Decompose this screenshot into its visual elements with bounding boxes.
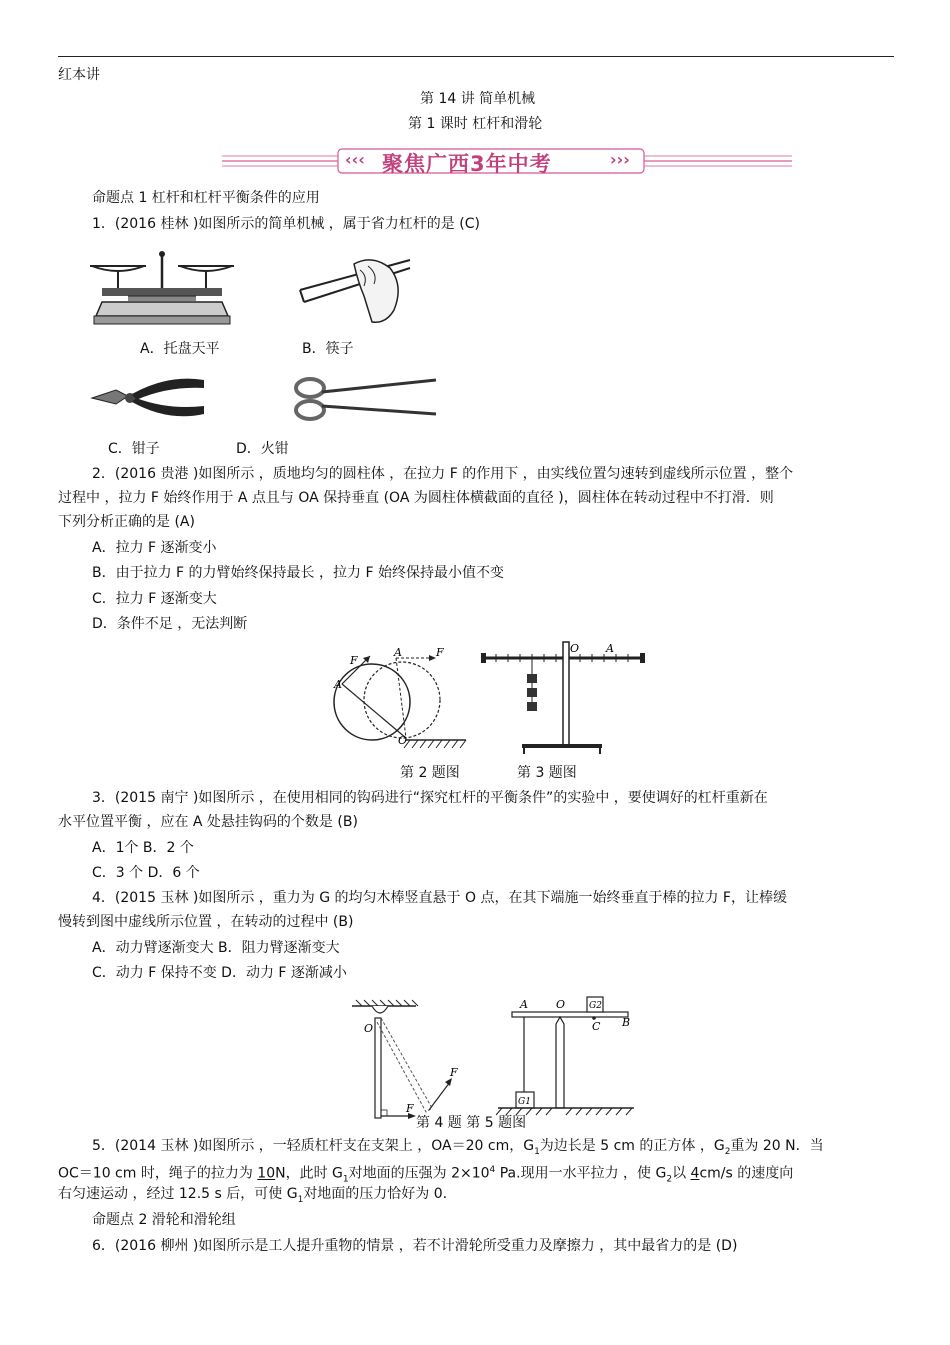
q3-line2: 水平位置平衡 ，应在 A 处悬挂钩码的个数是 (B) bbox=[58, 814, 358, 830]
q5-line1-part-c: 重为 20 N．当 bbox=[730, 1138, 824, 1154]
q2-line2: 过程中 ，拉力 F 始终作用于 A 点且与 OA 保持垂直 (OA 为圆柱体横截面的直径 )，圆柱体在转动过程中不打滑．则 bbox=[58, 490, 774, 506]
q4-options-cd: C．动力 F 保持不变 D．动力 F 逐渐减小 bbox=[92, 965, 347, 981]
q1-option-b: B．筷子 bbox=[302, 341, 354, 357]
fig2-label-a: A bbox=[334, 678, 342, 691]
fig2-label-f2: F bbox=[436, 646, 444, 659]
q5-line2-part-c: 对地面的压强为 2×10 bbox=[348, 1165, 490, 1182]
fire-tongs-image bbox=[290, 374, 440, 424]
q5-answer-tension: 10 bbox=[257, 1165, 276, 1182]
fig3-label-o: O bbox=[570, 642, 580, 655]
q5-line1-part-b: 为边长是 5 cm 的正方体 ，G bbox=[539, 1138, 725, 1154]
q5-sub-1a: 1 bbox=[534, 1146, 540, 1157]
q6-stem: 6．(2016 柳州 )如图所示是工人提升重物的情景 ，若不计滑轮所受重力及摩擦力 ，其中最省力的是 (D) bbox=[92, 1238, 738, 1254]
q2-option-a: A．拉力 F 逐渐变小 bbox=[92, 540, 217, 556]
q5-sub-1b: 1 bbox=[342, 1174, 349, 1185]
fig2-label-o: O bbox=[398, 734, 408, 747]
q5-line1 bbox=[92, 1136, 824, 1162]
figure-4-hanging-rod bbox=[350, 992, 470, 1122]
header-rule bbox=[58, 56, 894, 57]
chopsticks-image bbox=[294, 246, 414, 328]
q5-line3-part-a: 右匀速运动 ，经过 12.5 s 后，可使 G bbox=[58, 1186, 298, 1202]
q5-sub-2b: 2 bbox=[666, 1174, 673, 1185]
header-tag: 红本讲 bbox=[58, 67, 100, 83]
q4-options-ab: A．动力臂逐渐变大 B．阻力臂逐渐变大 bbox=[92, 940, 340, 956]
q1-option-c: C．钳子 bbox=[108, 441, 160, 457]
figure-4-5-caption: 第 4 题 第 5 题图 bbox=[416, 1115, 527, 1131]
q1-stem: 1．(2016 桂林 )如图所示的简单机械 ，属于省力杠杆的是 (C) bbox=[92, 216, 480, 232]
figure-3-lever-stand bbox=[478, 640, 648, 756]
fig4-label-f1: F bbox=[450, 1066, 458, 1079]
q5-line2-part-a: OC＝10 cm 时，绳子的拉力为 bbox=[58, 1165, 258, 1182]
q2-line1: 2．(2016 贵港 )如图所示 ，质地均匀的圆柱体 ，在拉力 F 的作用下 ，由实线位置匀速转到虚线所示位置 ，整个 bbox=[92, 466, 794, 482]
fig4-label-f2: F bbox=[406, 1102, 414, 1115]
q5-line3-part-b: 对地面的压力恰好为 0. bbox=[303, 1186, 448, 1202]
section-1-heading: 命题点 1 杠杆和杠杆平衡条件的应用 bbox=[92, 190, 320, 206]
q2-option-c: C．拉力 F 逐渐变大 bbox=[92, 591, 217, 607]
q5-line2-part-b: N，此时 G bbox=[275, 1165, 343, 1182]
q5-line2-part-d: Pa.现用一水平拉力 ，使 G bbox=[495, 1165, 667, 1182]
fig5-label-b: B bbox=[622, 1016, 631, 1029]
q2-line3: 下列分析正确的是 (A) bbox=[58, 514, 195, 530]
q5-line3 bbox=[58, 1184, 447, 1210]
banner-left-mark: ‹‹‹ bbox=[345, 150, 365, 169]
q1-option-a: A．托盘天平 bbox=[140, 341, 220, 357]
section-2-heading: 命题点 2 滑轮和滑轮组 bbox=[92, 1212, 236, 1228]
q2-option-b: B．由于拉力 F 的力臂始终保持最长 ，拉力 F 始终保持最小值不变 bbox=[92, 565, 504, 581]
banner-right-mark: ››› bbox=[610, 150, 630, 169]
q5-line2-part-f: cm/s 的速度向 bbox=[699, 1165, 794, 1182]
fig4-label-o: O bbox=[364, 1022, 374, 1035]
figure-5-lever-support bbox=[494, 994, 644, 1118]
lesson-title: 第 1 课时 杠杆和滑轮 bbox=[408, 116, 543, 132]
figure-3-caption: 第 3 题图 bbox=[517, 765, 577, 781]
q3-line1: 3．(2015 南宁 )如图所示 ，在使用相同的钩码进行“探究杠杆的平衡条件”的实验中 ，要使调好的杠杆重新在 bbox=[92, 790, 768, 806]
banner-text: 聚焦广西3年中考 bbox=[382, 152, 552, 176]
fig5-label-a: A bbox=[520, 998, 528, 1011]
fig5-label-c: C bbox=[592, 1020, 601, 1033]
fig2-label-a2: A bbox=[394, 646, 402, 659]
q3-options-cd: C．3 个 D．6 个 bbox=[92, 865, 200, 881]
fig2-label-f: F bbox=[350, 654, 358, 667]
fig5-label-g2: G2 bbox=[589, 1001, 602, 1011]
fig3-label-a: A bbox=[606, 642, 614, 655]
q5-sub-1c: 1 bbox=[297, 1194, 304, 1205]
fig5-label-g1: G1 bbox=[518, 1097, 531, 1107]
q2-option-d: D．条件不足 ，无法判断 bbox=[92, 616, 248, 632]
q4-line2: 慢转到图中虚线所示位置 ，在转动的过程中 (B) bbox=[58, 914, 354, 930]
q5-exponent: 4 bbox=[489, 1165, 496, 1175]
figure-2-caption: 第 2 题图 bbox=[400, 765, 460, 781]
q1-option-d: D．火钳 bbox=[236, 441, 289, 457]
q5-answer-speed: 4 bbox=[690, 1165, 700, 1182]
q5-line2-part-e: 以 bbox=[672, 1165, 691, 1182]
lecture-title: 第 14 讲 简单机械 bbox=[420, 91, 536, 107]
fig5-label-o: O bbox=[556, 998, 566, 1011]
q3-options-ab: A．1个 B．2 个 bbox=[92, 840, 194, 856]
q5-line1-part-a: 5．(2014 玉林 )如图所示 ，一轻质杠杆支在支架上 ，OA＝20 cm，G bbox=[92, 1138, 535, 1154]
balance-scale-image bbox=[88, 246, 238, 328]
pliers-image bbox=[88, 374, 208, 424]
q5-sub-2a: 2 bbox=[724, 1146, 731, 1157]
q4-line1: 4．(2015 玉林 )如图所示 ，重力为 G 的均匀木棒竖直悬于 O 点，在其下端施一始终垂直于棒的拉力 F，让棒缓 bbox=[92, 890, 787, 906]
figure-2-cylinder bbox=[330, 644, 470, 754]
section-banner bbox=[220, 146, 800, 176]
